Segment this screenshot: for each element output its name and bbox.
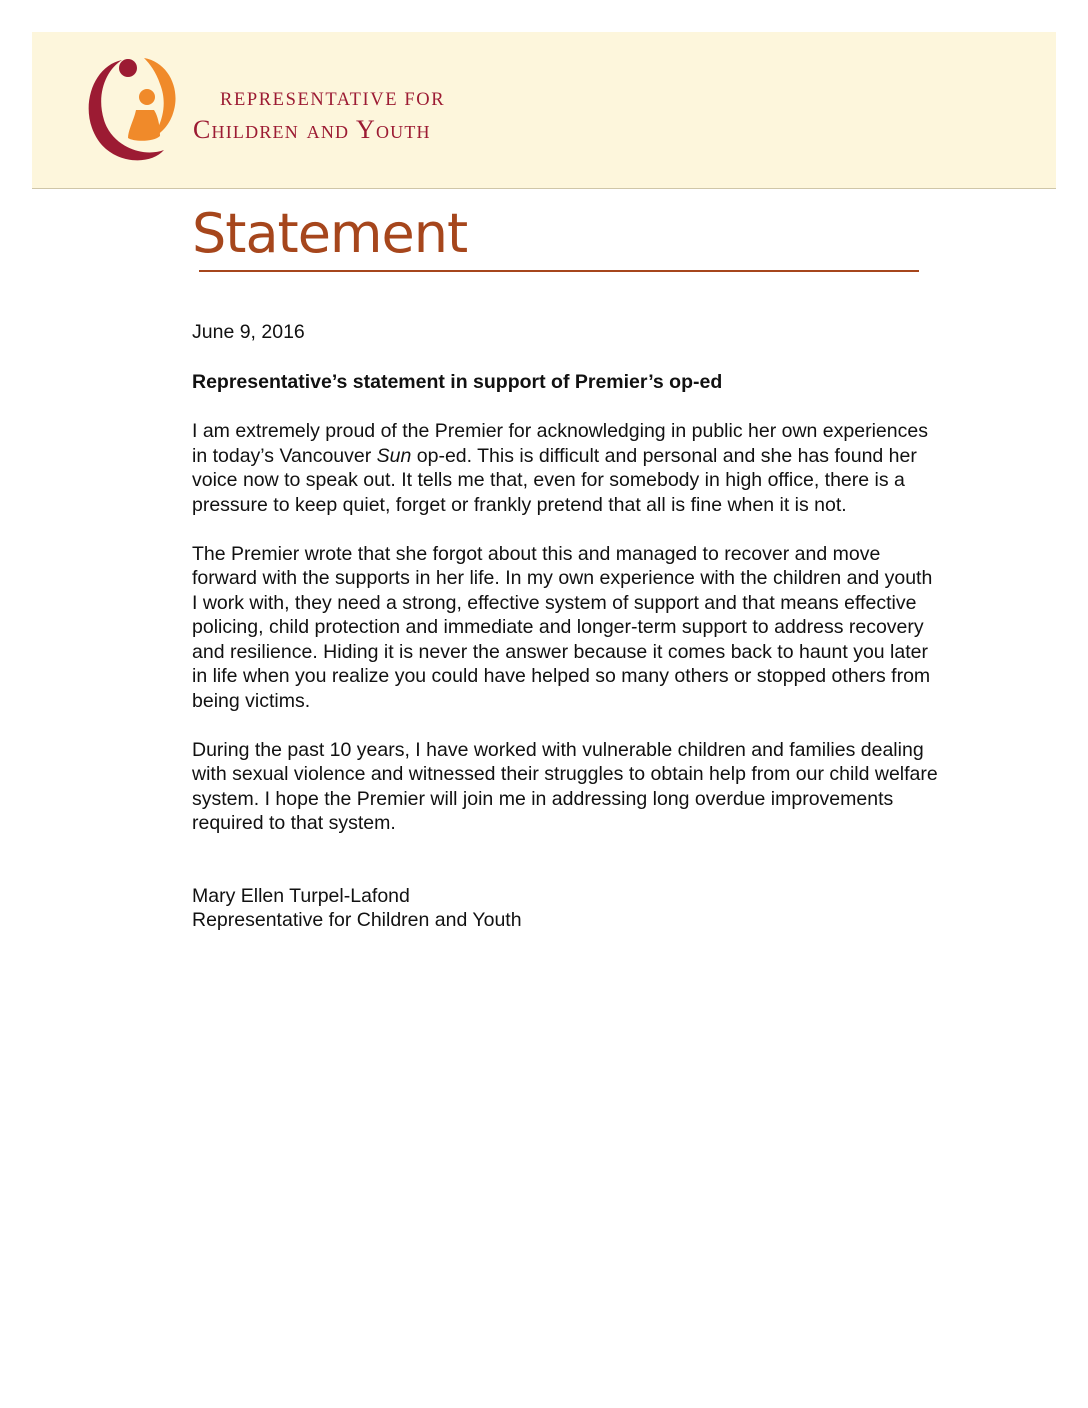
paragraph-1: [192, 419, 942, 517]
statement-body: [192, 320, 942, 933]
signature-title: Representative for Children and Youth: [192, 909, 522, 931]
document-type-title: Statement: [192, 202, 468, 265]
org-name-line1: REPRESENTATIVE FOR: [220, 90, 446, 110]
letterhead-band: [32, 32, 1056, 189]
paragraph-1-part-a: I am extremely proud of the Premier for acknowledging in public her own experiences in today’s Vancouver: [192, 420, 928, 467]
mother-child-logo-icon: [84, 54, 180, 166]
statement-date: June 9, 2016: [192, 321, 305, 343]
statement-headline: Representative’s statement in support of Premier’s op-ed: [192, 370, 723, 393]
newspaper-name-italic: Sun: [376, 444, 412, 467]
paragraph-1-part-b: op-ed. This is difficult and personal and she has found her voice now to speak out. It tells me that, even for somebody in high office, there is a pressure to keep quiet, forget or frankly pretend that all is fine when it is not.: [192, 444, 917, 516]
signature-name: Mary Ellen Turpel-Lafond: [192, 884, 410, 907]
title-underline-divider: [199, 270, 919, 272]
paragraph-3: During the past 10 years, I have worked with vulnerable children and families dealing with sexual violence and witnessed their struggles to obtain help from our child welfare system. I hope the Premier will join me in addressing long overdue improvements required to that system.: [192, 738, 938, 834]
paragraph-2: The Premier wrote that she forgot about this and managed to recover and move forward with the supports in her life. In my own experience with the children and youth I work with, they need a strong, effective system of support and that means effective policing, child protection and immediate and longer-term support to address recovery and resilience. Hiding it is never the answer because it comes back to haunt you later in life when you realize you could have helped so many others or stopped others from being victims.: [192, 542, 933, 712]
org-name-line2: Children and Youth: [193, 115, 431, 144]
